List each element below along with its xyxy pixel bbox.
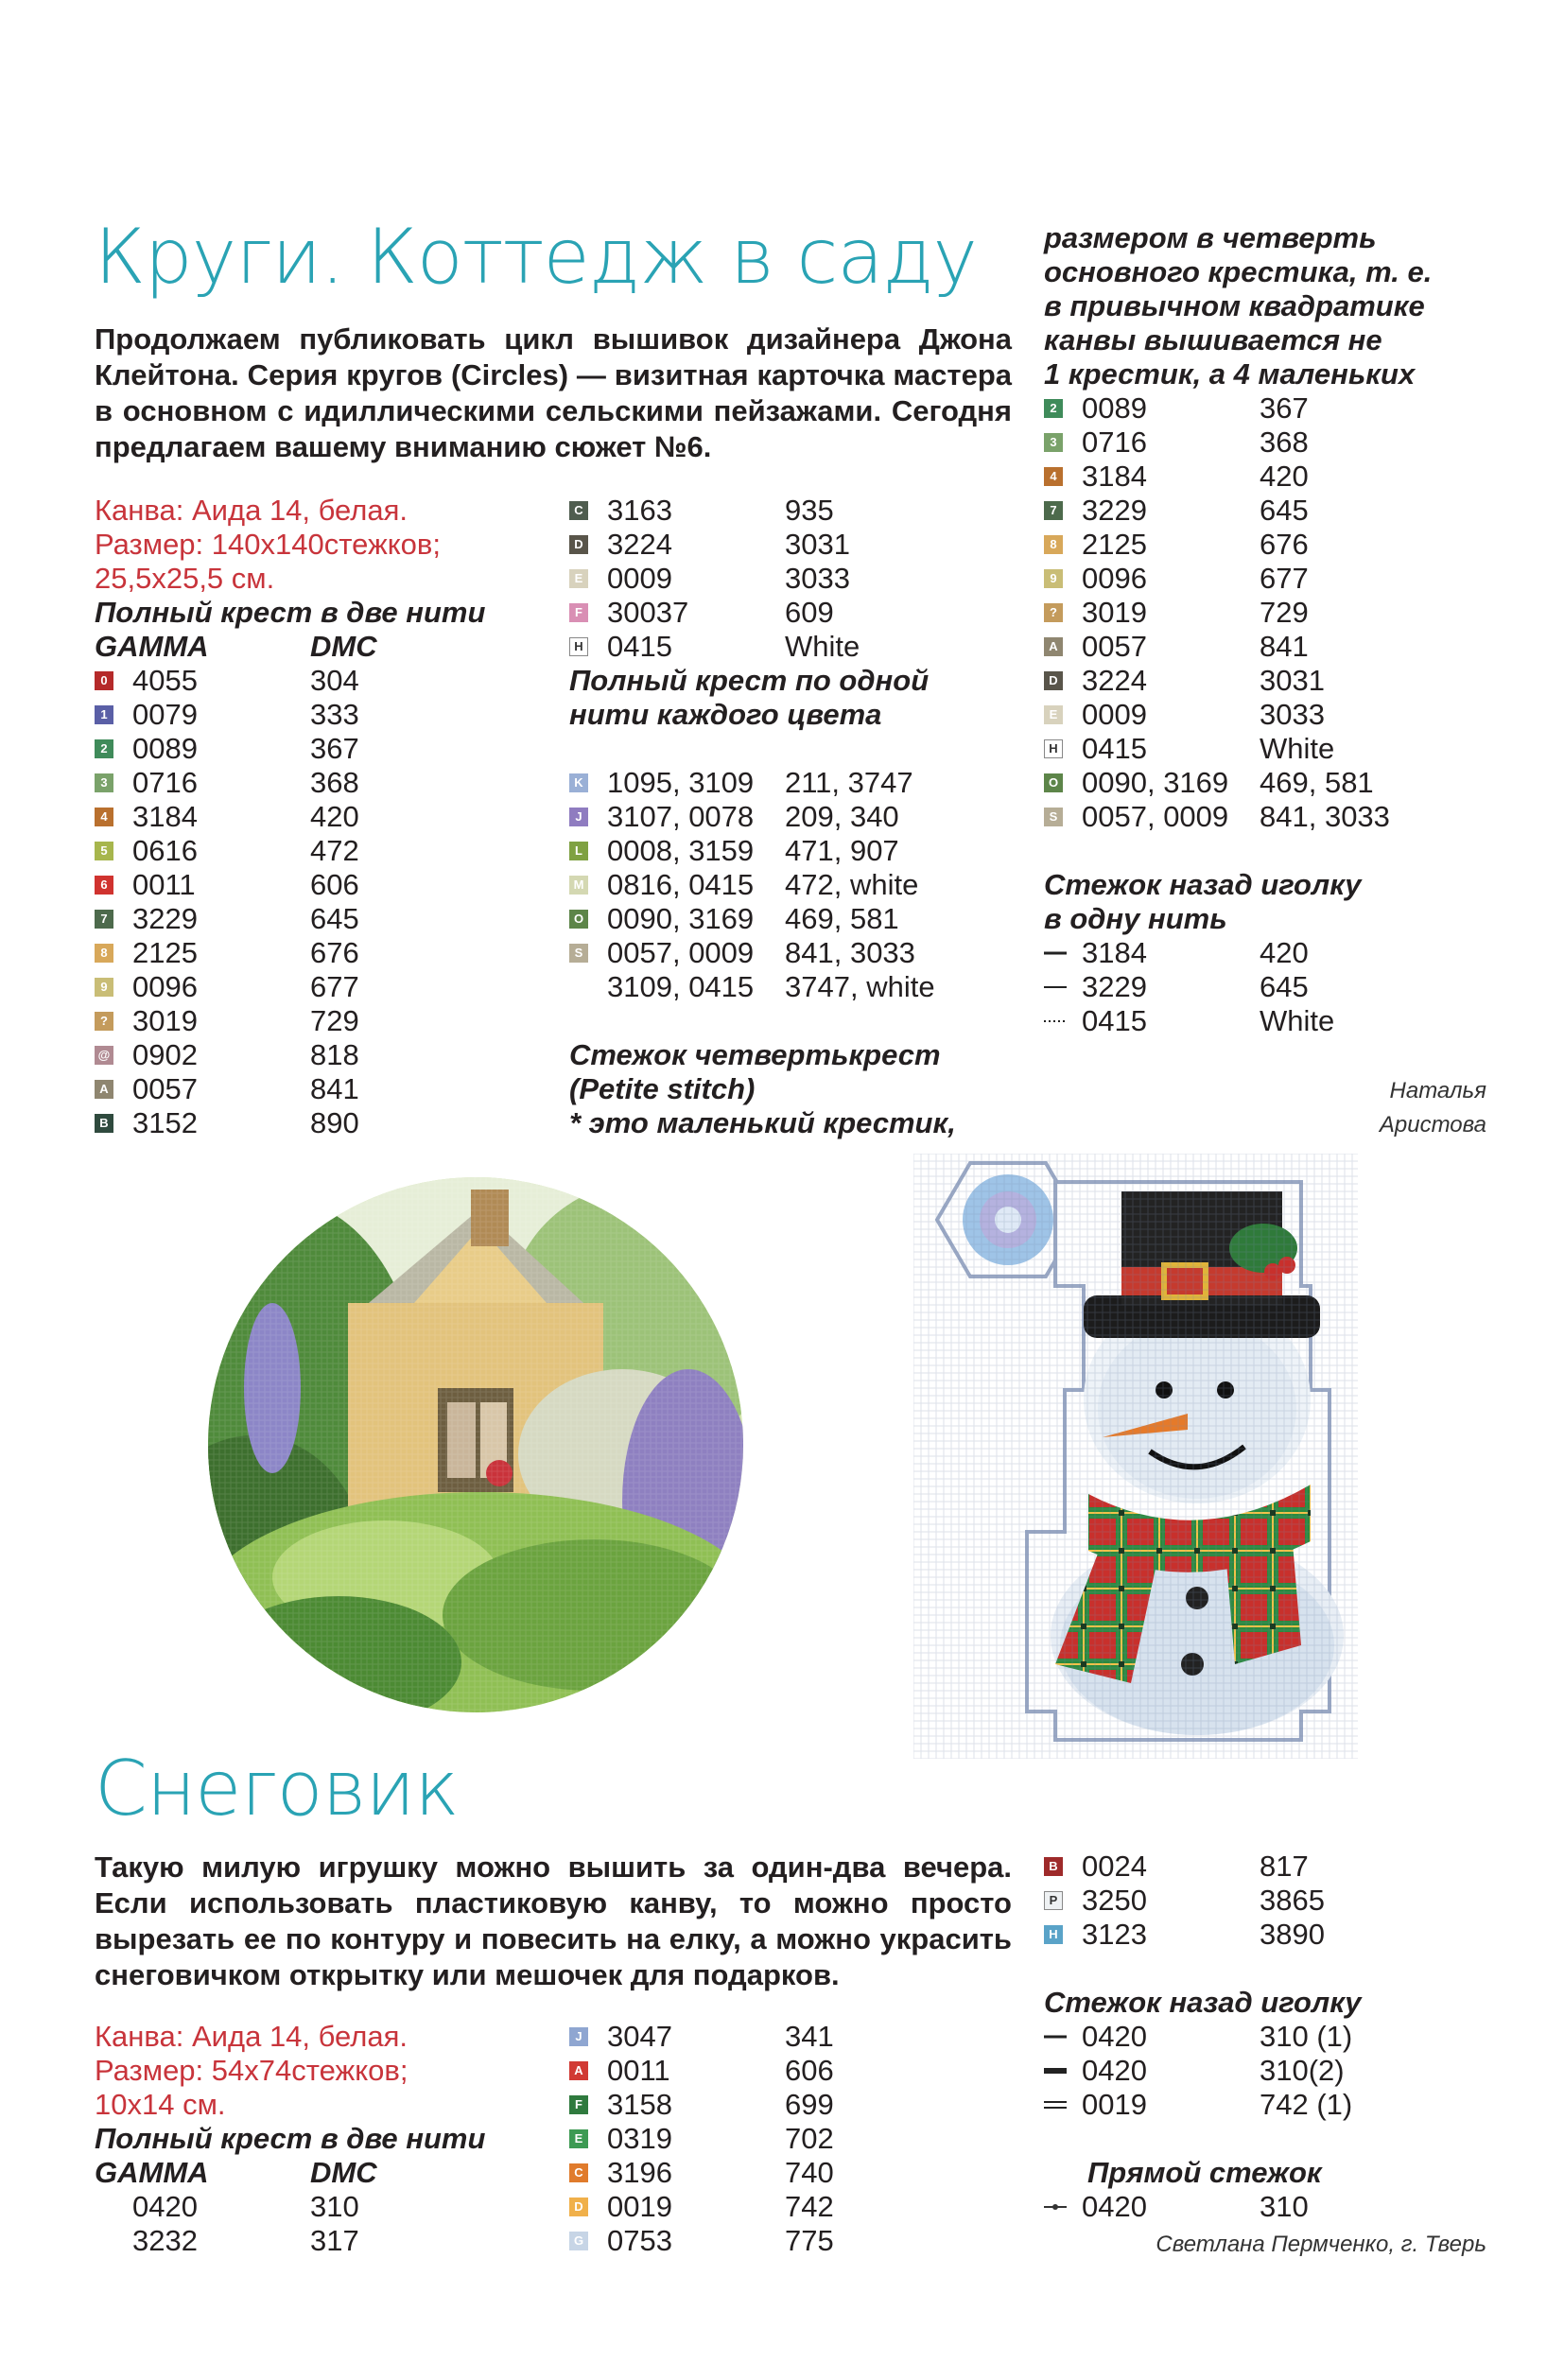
dmc-code: 645 <box>1260 494 1309 527</box>
gamma-code: 0415 <box>607 630 672 663</box>
gamma-code: 0008, 3159 <box>607 834 755 867</box>
gamma-code: 3163 <box>607 494 672 527</box>
thread-row <box>95 2224 567 2258</box>
color-symbol-swatch: B <box>95 1114 113 1133</box>
gamma-code: 0011 <box>607 2054 670 2087</box>
thread-row <box>1044 426 1536 460</box>
dmc-code: 3033 <box>1260 698 1325 731</box>
color-symbol-swatch: C <box>569 2163 588 2182</box>
thread-row <box>569 562 1023 596</box>
thread-row <box>95 732 567 766</box>
color-symbol-swatch: F <box>569 603 588 622</box>
color-symbol-swatch: 1 <box>95 705 113 724</box>
petite-note-2: размером в четверть <box>1044 221 1377 254</box>
gamma-code: 3184 <box>1082 460 1147 493</box>
color-symbol-swatch: P <box>1044 1891 1063 1910</box>
thread-row <box>569 834 1023 868</box>
thread-row <box>569 630 1023 664</box>
petite-note-3: основного крестика, т. е. <box>1044 255 1433 288</box>
thread-row <box>569 936 1023 970</box>
gamma-code: 0019 <box>607 2190 672 2223</box>
thread-row <box>95 664 567 698</box>
thread-row <box>1044 460 1536 494</box>
dmc-code: 742 (1) <box>1260 2088 1353 2121</box>
dmc-code: 368 <box>310 766 359 799</box>
full-cross-heading: Полный крест в две нити <box>95 596 486 629</box>
color-symbol-swatch: 6 <box>95 876 113 895</box>
gamma-code: 3123 <box>1082 1918 1147 1951</box>
thread-row <box>95 1106 567 1140</box>
gamma-code: 3184 <box>132 800 198 833</box>
gamma-code: 0019 <box>1082 2088 1147 2121</box>
straight-stitch-row <box>1044 2190 1536 2224</box>
thread-row <box>95 800 567 834</box>
color-symbol-swatch: 4 <box>1044 467 1063 486</box>
thread-row <box>95 936 567 970</box>
dmc-code: 729 <box>310 1004 359 1037</box>
dmc-code: 420 <box>1260 936 1309 969</box>
thread-row <box>569 800 1023 834</box>
gamma-code: 3250 <box>1082 1884 1147 1917</box>
dmc-code: 310 (1) <box>1260 2020 1353 2053</box>
intro-snowman: Такую милую игрушку можно вышить за один-два вечера. Если использовать пластиковую канву, то можно просто вырезать ее по контуру и повесить на елку, а можно украсить снеговичком открытку или мешочек для подарков. <box>95 1850 1012 1991</box>
thread-row <box>95 868 567 902</box>
thread-row <box>569 528 1023 562</box>
color-symbol-swatch: J <box>569 2027 588 2046</box>
dmc-code: 890 <box>310 1106 359 1139</box>
backstitch-row <box>1044 936 1536 970</box>
gamma-code: 0089 <box>1082 391 1147 425</box>
gamma-code: 30037 <box>607 596 689 629</box>
dmc-code: 645 <box>1260 970 1309 1003</box>
dmc-code: 609 <box>785 596 834 629</box>
cottage-key-left <box>95 494 567 1140</box>
thread-row <box>95 1004 567 1038</box>
straight-stitch-icon <box>1044 2203 1067 2211</box>
dmc-code: 469, 581 <box>785 902 899 935</box>
backstitch-sub: в одну нить <box>1044 902 1227 935</box>
gamma-code: 0096 <box>1082 562 1147 595</box>
dmc-code: 677 <box>310 970 359 1003</box>
gamma-code: 3229 <box>132 902 198 935</box>
gamma-code: 3107, 0078 <box>607 800 755 833</box>
gamma-code: 0616 <box>132 834 198 867</box>
color-symbol-swatch: H <box>569 637 588 656</box>
color-symbol-swatch: O <box>1044 773 1063 792</box>
cottage-left-table <box>95 664 567 1140</box>
color-symbol-swatch: 7 <box>1044 501 1063 520</box>
color-symbol-swatch: M <box>569 876 588 895</box>
snowman-backstitch-heading: Стежок назад иголку <box>1044 1986 1362 2019</box>
gamma-code: 3158 <box>607 2088 672 2121</box>
intro-cottage: Продолжаем публиковать цикл вышивок дизайнера Джона Клейтона. Серия кругов (Circles) — визитная карточка мастера в основном с идиллическими сельскими пейзажами. Сегодня предлагаем вашему вниманию сюжет №6. <box>95 322 1012 463</box>
petite-note-6: 1 крестик, а 4 маленьких <box>1044 357 1416 391</box>
color-symbol-swatch: J <box>569 808 588 826</box>
column-headers <box>95 630 567 664</box>
dmc-code: 3747, white <box>785 970 935 1003</box>
snowman-size-info: Размер: 54х74стежков; <box>95 2054 408 2087</box>
dmc-code: White <box>1260 1004 1335 1037</box>
cottage-right-table <box>1044 391 1536 834</box>
dmc-code: 817 <box>1260 1850 1309 1883</box>
size-cm-info: 25,5х25,5 см. <box>95 562 275 595</box>
gamma-code: 2125 <box>1082 528 1147 561</box>
snowman-left-table <box>95 2190 567 2258</box>
gamma-code: 3019 <box>132 1004 198 1037</box>
thread-row <box>95 2190 567 2224</box>
petite-note-5: канвы вышивается не <box>1044 323 1382 356</box>
gamma-code: 0090, 3169 <box>1082 766 1229 799</box>
snowman-column-headers <box>95 2156 567 2190</box>
snowman-size-cm-info: 10х14 см. <box>95 2088 226 2121</box>
cottage-embroidery-image <box>197 1171 755 1719</box>
dmc-code: 367 <box>310 732 359 765</box>
thread-row <box>95 766 567 800</box>
color-symbol-swatch: ? <box>95 1012 113 1031</box>
dmc-code: 310(2) <box>1260 2054 1345 2087</box>
dmc-code: 341 <box>785 2020 834 2053</box>
thread-row <box>95 902 567 936</box>
dmc-code: 472 <box>310 834 359 867</box>
gamma-code: 0057 <box>1082 630 1147 663</box>
straight-dmc: 310 <box>1260 2190 1309 2223</box>
thread-row <box>1044 1918 1536 1952</box>
gamma-code: 3232 <box>132 2224 198 2257</box>
dmc-code: 469, 581 <box>1260 766 1374 799</box>
dmc-code: 702 <box>785 2122 834 2155</box>
author-last: Аристова <box>1379 1112 1486 1138</box>
full-cross-one-heading: Полный крест по одной <box>569 664 930 697</box>
color-symbol-swatch: 8 <box>95 944 113 963</box>
color-symbol-swatch: E <box>569 2129 588 2148</box>
dmc-code: 841 <box>1260 630 1309 663</box>
gamma-code: 0057 <box>132 1072 198 1105</box>
color-symbol-swatch: B <box>1044 1857 1063 1876</box>
gamma-code: 0024 <box>1082 1850 1147 1883</box>
gamma-code: 0415 <box>1082 732 1147 765</box>
color-symbol-swatch: G <box>569 2232 588 2250</box>
color-symbol-swatch: H <box>1044 1925 1063 1944</box>
thread-row <box>569 902 1023 936</box>
petite-heading: Стежок четвертькрест <box>569 1038 941 1071</box>
gamma-code: 3152 <box>132 1106 198 1139</box>
dmc-code: 3890 <box>1260 1918 1325 1951</box>
gamma-code: 3229 <box>1082 970 1147 1003</box>
gamma-code: 2125 <box>132 936 198 969</box>
dmc-code: 775 <box>785 2224 834 2257</box>
thread-row <box>569 494 1023 528</box>
gamma-code: 3224 <box>1082 664 1147 697</box>
dmc-code: 420 <box>310 800 359 833</box>
dmc-code: 841 <box>310 1072 359 1105</box>
thread-row <box>1044 528 1536 562</box>
gamma-header: GAMMA <box>95 630 209 663</box>
color-symbol-swatch: D <box>569 2198 588 2216</box>
gamma-code: 3109, 0415 <box>607 970 755 1003</box>
color-symbol-swatch: 5 <box>95 842 113 860</box>
thread-row <box>95 1038 567 1072</box>
snowman-dmc-header: DMC <box>310 2156 377 2189</box>
thread-row <box>1044 732 1536 766</box>
color-symbol-swatch: 0 <box>95 671 113 690</box>
snowman-gamma-header: GAMMA <box>95 2156 209 2189</box>
dmc-code: 3033 <box>785 562 850 595</box>
thread-row <box>1044 800 1536 834</box>
dmc-code: White <box>785 630 860 663</box>
dmc-code: 368 <box>1260 426 1309 459</box>
backstitch-line-icon <box>1044 1016 1067 1026</box>
full-cross-one-heading-b: нити каждого цвета <box>569 698 882 731</box>
thread-row <box>95 970 567 1004</box>
backstitch-line-icon <box>1044 2100 1067 2110</box>
canvas-info: Канва: Аида 14, белая. <box>95 494 408 527</box>
thread-row <box>1044 562 1536 596</box>
backstitch-heading: Стежок назад иголку <box>1044 868 1362 901</box>
gamma-code: 0716 <box>1082 426 1147 459</box>
thread-row <box>1044 596 1536 630</box>
thread-row <box>569 2190 1023 2224</box>
color-symbol-swatch: A <box>569 2061 588 2080</box>
gamma-code: 0089 <box>132 732 198 765</box>
thread-row <box>569 766 1023 800</box>
cottage-blend-table <box>569 766 1023 1004</box>
dmc-code: 699 <box>785 2088 834 2121</box>
gamma-code: 0057, 0009 <box>607 936 755 969</box>
gamma-code: 0753 <box>607 2224 672 2257</box>
dmc-code: 333 <box>310 698 359 731</box>
dmc-code: White <box>1260 732 1335 765</box>
gamma-code: 1095, 3109 <box>607 766 755 799</box>
dmc-code: 676 <box>1260 528 1309 561</box>
gamma-code: 3196 <box>607 2156 672 2189</box>
dmc-code: 818 <box>310 1038 359 1071</box>
thread-row <box>569 596 1023 630</box>
gamma-code: 0420 <box>1082 2054 1147 2087</box>
thread-row <box>1044 766 1536 800</box>
color-symbol-swatch: 4 <box>95 808 113 826</box>
backstitch-row <box>1044 2054 1536 2088</box>
thread-row <box>569 2054 1023 2088</box>
cottage-mid-table <box>569 494 1023 664</box>
snowman-key-right <box>1044 1850 1536 2224</box>
gamma-code: 0057, 0009 <box>1082 800 1229 833</box>
size-info: Размер: 140х140стежков; <box>95 528 441 561</box>
color-symbol-swatch: H <box>1044 739 1063 758</box>
author-first: Наталья <box>1389 1078 1486 1103</box>
snowman-key-left <box>95 2020 567 2258</box>
snowman-embroidery-image <box>913 1154 1358 1759</box>
straight-stitch-heading: Прямой стежок <box>1087 2156 1322 2189</box>
color-symbol-swatch: 7 <box>95 910 113 929</box>
color-symbol-swatch: @ <box>95 1046 113 1065</box>
dmc-code: 211, 3747 <box>785 766 913 799</box>
thread-row <box>1044 391 1536 426</box>
color-symbol-swatch: C <box>569 501 588 520</box>
title-cottage: Круги. Коттедж в саду <box>95 213 977 301</box>
gamma-code: 0079 <box>132 698 198 731</box>
gamma-code: 0420 <box>1082 2020 1147 2053</box>
gamma-code: 0420 <box>132 2190 198 2223</box>
dmc-code: 740 <box>785 2156 834 2189</box>
color-symbol-swatch: E <box>569 569 588 588</box>
gamma-code: 0009 <box>607 562 672 595</box>
petite-note-4: в привычном квадратике <box>1044 289 1425 322</box>
gamma-code: 0816, 0415 <box>607 868 755 901</box>
color-symbol-swatch: 8 <box>1044 535 1063 554</box>
dmc-code: 742 <box>785 2190 834 2223</box>
dmc-code: 729 <box>1260 596 1309 629</box>
color-symbol-swatch: K <box>569 773 588 792</box>
petite-note-1: * это маленький крестик, <box>569 1106 956 1139</box>
thread-row <box>95 834 567 868</box>
author-snowman: Светлана Пермченко, г. Тверь <box>1156 2232 1486 2257</box>
dmc-code: 367 <box>1260 391 1309 425</box>
thread-row <box>95 1072 567 1106</box>
color-symbol-swatch: 2 <box>1044 399 1063 418</box>
dmc-code: 645 <box>310 902 359 935</box>
backstitch-row <box>1044 2020 1536 2054</box>
thread-row <box>1044 630 1536 664</box>
gamma-code: 0902 <box>132 1038 198 1071</box>
gamma-code: 0090, 3169 <box>607 902 755 935</box>
backstitch-row <box>1044 970 1536 1004</box>
backstitch-row <box>1044 2088 1536 2122</box>
dmc-code: 420 <box>1260 460 1309 493</box>
color-symbol-swatch: A <box>1044 637 1063 656</box>
thread-row <box>569 2156 1023 2190</box>
cottage-key-mid <box>569 494 1023 1140</box>
snowman-key-mid <box>569 2020 1023 2258</box>
color-symbol-swatch: D <box>569 535 588 554</box>
dmc-code: 676 <box>310 936 359 969</box>
dmc-code: 317 <box>310 2224 359 2257</box>
thread-row <box>1044 664 1536 698</box>
dmc-code: 310 <box>310 2190 359 2223</box>
dmc-code: 304 <box>310 664 359 697</box>
dmc-code: 472, white <box>785 868 919 901</box>
color-symbol-swatch: F <box>569 2095 588 2114</box>
backstitch-line-icon <box>1044 948 1067 958</box>
backstitch-line-icon <box>1044 2032 1067 2041</box>
thread-row <box>569 2122 1023 2156</box>
thread-row <box>95 698 567 732</box>
author-cottage <box>1229 1074 1486 1142</box>
color-symbol-swatch: E <box>1044 705 1063 724</box>
gamma-code: 0096 <box>132 970 198 1003</box>
thread-row <box>1044 1884 1536 1918</box>
gamma-code: 0011 <box>132 868 196 901</box>
dmc-code: 841, 3033 <box>785 936 915 969</box>
dmc-code: 606 <box>310 868 359 901</box>
cottage-backstitch-table <box>1044 936 1536 1038</box>
snowman-mid-table <box>569 2020 1023 2258</box>
color-symbol-swatch: 3 <box>1044 433 1063 452</box>
color-symbol-swatch: ? <box>1044 603 1063 622</box>
thread-row <box>569 2088 1023 2122</box>
dmc-code: 3865 <box>1260 1884 1325 1917</box>
snowman-full-cross-heading: Полный крест в две нити <box>95 2122 486 2155</box>
color-symbol-swatch: L <box>569 842 588 860</box>
color-symbol-swatch: S <box>569 944 588 963</box>
thread-row <box>569 970 1023 1004</box>
backstitch-row <box>1044 1004 1536 1038</box>
dmc-code: 677 <box>1260 562 1309 595</box>
color-symbol-swatch: O <box>569 910 588 929</box>
thread-row <box>569 868 1023 902</box>
dmc-code: 3031 <box>1260 664 1325 697</box>
thread-row <box>569 2020 1023 2054</box>
color-symbol-swatch: 3 <box>95 773 113 792</box>
thread-row <box>1044 698 1536 732</box>
gamma-code: 0319 <box>607 2122 672 2155</box>
gamma-code: 0009 <box>1082 698 1147 731</box>
backstitch-line-icon <box>1044 982 1067 992</box>
color-symbol-swatch: 9 <box>95 978 113 997</box>
gamma-code: 0415 <box>1082 1004 1147 1037</box>
dmc-code: 3031 <box>785 528 850 561</box>
dmc-header: DMC <box>310 630 377 663</box>
thread-row <box>569 2224 1023 2258</box>
color-symbol-swatch: A <box>95 1080 113 1099</box>
color-symbol-swatch: S <box>1044 808 1063 826</box>
cottage-key-right <box>1044 221 1536 1038</box>
thread-row <box>1044 494 1536 528</box>
gamma-code: 4055 <box>132 664 198 697</box>
snowman-right-table <box>1044 1850 1536 1952</box>
thread-row <box>1044 1850 1536 1884</box>
gamma-code: 3019 <box>1082 596 1147 629</box>
color-symbol-swatch: 9 <box>1044 569 1063 588</box>
gamma-code: 0716 <box>132 766 198 799</box>
straight-gamma: 0420 <box>1082 2190 1147 2223</box>
gamma-code: 3047 <box>607 2020 672 2053</box>
color-symbol-swatch: D <box>1044 671 1063 690</box>
backstitch-line-icon <box>1044 2066 1067 2076</box>
gamma-code: 3224 <box>607 528 672 561</box>
gamma-code: 3184 <box>1082 936 1147 969</box>
dmc-code: 841, 3033 <box>1260 800 1390 833</box>
dmc-code: 471, 907 <box>785 834 899 867</box>
petite-sub: (Petite stitch) <box>569 1072 756 1105</box>
dmc-code: 935 <box>785 494 834 527</box>
title-snowman: Снеговик <box>95 1745 459 1833</box>
dmc-code: 606 <box>785 2054 834 2087</box>
dmc-code: 209, 340 <box>785 800 899 833</box>
snowman-canvas-info: Канва: Аида 14, белая. <box>95 2020 408 2053</box>
gamma-code: 3229 <box>1082 494 1147 527</box>
color-symbol-swatch: 2 <box>95 739 113 758</box>
snowman-backstitch-table <box>1044 2020 1536 2122</box>
